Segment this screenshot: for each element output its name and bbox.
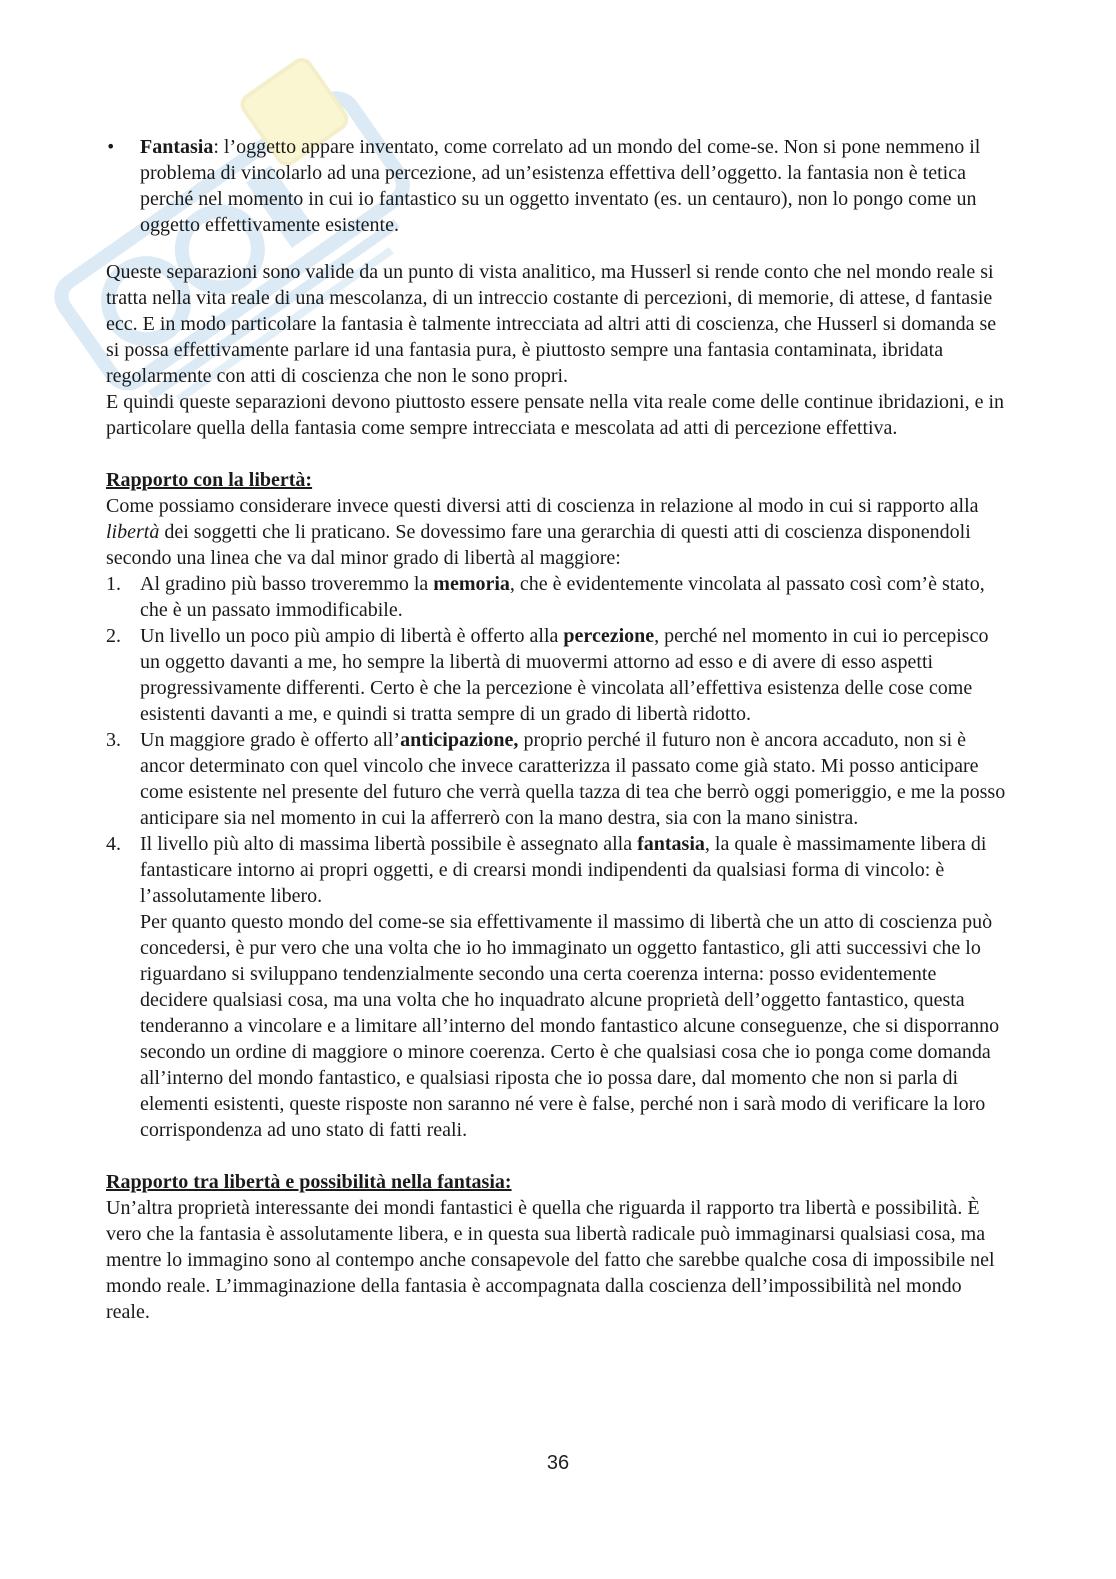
- term-memoria: memoria: [433, 573, 510, 595]
- list-number: 3.: [106, 729, 121, 751]
- term-anticipazione: anticipazione,: [400, 729, 519, 751]
- heading-rapporto-liberta: Rapporto con la libertà:: [106, 469, 313, 491]
- term-fantasia-4: fantasia: [637, 833, 705, 855]
- list-item: 1. Al gradino più basso troveremmo la memoria, che è evidentemente vincolata al passato così com’è stato, che è un passato immodificabile.: [106, 573, 985, 621]
- term-fantasia: Fantasia: [140, 136, 214, 158]
- freedom-hierarchy-list: [106, 571, 1006, 1143]
- list-item: 4. Il livello più alto di massima libertà possibile è assegnato alla fantasia, la quale è massimamente libera di fantasticare intorno ai propri oggetti, e di crearsi mondi indipendenti da qualsiasi forma di vincolo: è l’assolutamente libero. Per quanto questo mondo del come-se sia effettivamente il massimo di libertà che un atto di coscienza può concedersi, è pur vero che una volta che io ho immaginato un oggetto fantastico, gli atti successivi che lo riguardano si sviluppano tendenzialmente secondo una certa coerenza interna: posso evidentemente decidere qualsiasi cosa, ma una volta che ho inquadrato alcune proprietà dell’oggetto fantastico, questa tenderanno a vincolare e a limitare all’interno del mondo fantastico alcune conseguenze, che si disporranno secondo un ordine di maggiore o minore coerenza. Certo è che qualsiasi cosa che io ponga come domanda all’interno del mondo fantastico, e qualsiasi riposta che io possa dare, dal momento che non si parla di elementi esistenti, queste risposte non saranno né vere è false, perché non i sarà modo di verificare la loro corrispondenza ad uno stato di fatti reali.: [106, 831, 1006, 1143]
- section1-intro: Come possiamo considerare invece questi diversi atti di coscienza in relazione al modo in cui si rapporto alla libertà dei soggetti che li praticano. Se dovessimo fare una gerarchia di questi atti di coscienza disponendoli secondo una linea che va dal minor grado di libertà al maggiore:: [106, 495, 979, 569]
- bullet-text: : l’oggetto appare inventato, come correlato ad un mondo del come-se. Non si pone nemmeno il problema di vincolarlo ad una percezione, ad un’esistenza effettiva dell’oggetto. la fantasia non è tetica perché nel momento in cui io fantastico su un oggetto inventato (es. un centauro), non lo pongo come un oggetto effettivamente esistente.: [140, 136, 981, 236]
- heading-liberta-possibilita: Rapporto tra libertà e possibilità nella fantasia:: [106, 1171, 512, 1193]
- list-item: 3. Un maggiore grado è offerto all’anticipazione, proprio perché il futuro non è ancora accaduto, non si è ancor determinato con quel vincolo che invece caratterizza il passato come già stato. Mi posso anticipare come esistente nel presente del futuro che verrà quella tazza di tea che berrò oggi pomeriggio, e me la posso anticipare sia nel momento in cui la afferrerò con la mano destra, sia con la mano sinistra.: [106, 729, 1006, 829]
- bullet-list: [106, 134, 1006, 238]
- list-number: 1.: [106, 573, 121, 595]
- italic-liberta: libertà: [106, 521, 160, 543]
- section2-paragraph: Un’altra proprietà interessante dei mondi fantastici è quella che riguarda il rapporto tra libertà e possibilità. È vero che la fantasia è assolutamente libera, e in questa sua libertà radicale può immaginarsi qualsiasi cosa, ma mentre lo immagino sono al contempo anche consapevole del fatto che sarebbe qualche cosa di impossibile nel mondo reale. L’immaginazione della fantasia è accompagnata dalla coscienza dell’impossibilità nel mondo reale.: [106, 1197, 995, 1323]
- list-number: 2.: [106, 625, 121, 647]
- intro-paragraph-1: Queste separazioni sono valide da un punto di vista analitico, ma Husserl si rende conto che nel mondo reale si tratta nella vita reale di una mescolanza, di un intreccio costante di percezioni, di memorie, di attese, d fantasie ecc. E in modo particolare la fantasia è talmente intrecciata ad altri atti di coscienza, che Husserl si domanda se si possa effettivamente parlare id una fantasia pura, è piuttosto sempre una fantasia contaminata, ibridata regolarmente con atti di coscienza che non le sono propri.: [106, 261, 997, 387]
- term-percezione: percezione: [563, 625, 655, 647]
- list-number: 4.: [106, 833, 121, 855]
- list-item-continuation: Per quanto questo mondo del come-se sia effettivamente il massimo di libertà che un atto di coscienza può concedersi, è pur vero che una volta che io ho immaginato un oggetto fantastico, gli atti successivi che lo riguardano si sviluppano tendenzialmente secondo una certa coerenza interna: posso evidentemente decidere qualsiasi cosa, ma una volta che ho inquadrato alcune proprietà dell’oggetto fantastico, questa tenderanno a vincolare e a limitare all’interno del mondo fantastico alcune conseguenze, che si disporranno secondo un ordine di maggiore o minore coerenza. Certo è che qualsiasi cosa che io ponga come domanda all’interno del mondo fantastico, e qualsiasi riposta che io possa dare, dal momento che non si parla di elementi esistenti, queste risposte non saranno né vere è false, perché non i sarà modo di verificare la loro corrispondenza ad uno stato di fatti reali.: [140, 911, 1000, 1141]
- page-number: 36: [546, 1452, 570, 1474]
- document-page: [106, 134, 1006, 1325]
- intro-paragraph-2: E quindi queste separazioni devono piuttosto essere pensate nella vita reale come delle continue ibridazioni, e in particolare quella della fantasia come sempre intrecciata e mescolata ad atti di percezione effettiva.: [106, 391, 1005, 439]
- bullet-item-fantasia: [106, 134, 1006, 238]
- list-item: 2. Un livello un poco più ampio di libertà è offerto alla percezione, perché nel momento in cui io percepisco un oggetto davanti a me, ho sempre la libertà di muovermi attorno ad esso e di avere di esso aspetti progressivamente differenti. Certo è che la percezione è vincolata all’effettiva esistenza delle cose come esistenti davanti a me, e quindi si tratta sempre di un grado di libertà ridotto.: [106, 625, 989, 725]
